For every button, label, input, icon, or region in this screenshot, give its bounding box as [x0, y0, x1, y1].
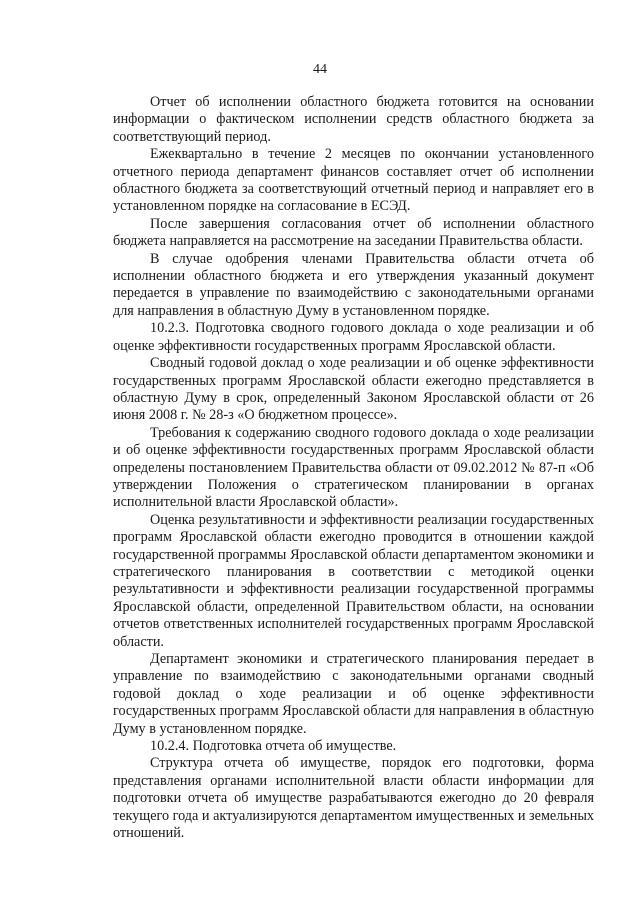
page-number: 44 [313, 62, 327, 77]
section-heading-10-2-4: 10.2.4. Подготовка отчета об имуществе. [150, 738, 397, 755]
paragraph-department-transfer: Департамент экономики и стратегического планирования передает в управление по взаимодействию с законодательными органами сводный годовой доклад о ходе реализации и об оценке эффективности государственных программ Ярославской области для направления в областную Думу в установленном порядке. [113, 651, 594, 737]
document-body [113, 94, 594, 842]
section-heading-10-2-3: 10.2.3. Подготовка сводного годового доклада о ходе реализации и об оценке эффективности государственных программ Ярославской области. [113, 320, 594, 354]
paragraph-government-review: После завершения согласования отчет об исполнении областного бюджета направляется на рассмотрение на заседании Правительства области. [113, 215, 594, 250]
paragraph-property-report: Структура отчета об имуществе, порядок его подготовки, форма представления органами исполнительной власти области информации для подготовки отчета об имуществе разрабатываются ежегодно до 20 февраля текущего года и актуализируются департаментом имущественных и земельных отношений. [113, 755, 594, 842]
paragraph-quarterly-report: Ежеквартально в течение 2 месяцев по окончании установленного отчетного периода департамент финансов составляет отчет об исполнении областного бюджета за соответствующий отчетный период и направляет его в установленном порядке на согласование в ЕСЭД. [113, 146, 594, 215]
paragraph-budget-report-basis: Отчет об исполнении областного бюджета готовится на основании информации о фактическом исполнении средств областного бюджета за соответствующий период. [113, 94, 594, 145]
paragraph-annual-report-deadline: Сводный годовой доклад о ходе реализации и об оценке эффективности государственных программ Ярославской области ежегодно представляется в областную Думу в срок, определенный Законом Ярославской области от 26 июня 2008 г. № 28-з «О бюджетном процессе». [113, 355, 594, 424]
paragraph-report-requirements: Требования к содержанию сводного годового доклада о ходе реализации и об оценке эффективности государственных программ Ярославской области определены постановлением Правительства области от 09.02.2012 № 87-п «Об утверждении Положения о стратегическом планировании в органах исполнительной власти Ярославской области». [113, 424, 594, 511]
paragraph-program-evaluation: Оценка результативности и эффективности реализации государственных программ Ярославской области ежегодно проводится в отношении каждой государственной программы Ярославской области департаментом экономики и стратегического планирования в соответствии с методикой оценки результативности и эффективности реализации государственной программы Ярославской области, определенной Правительством области, на основании отчетов ответственных исполнителей государственных программ Ярославской области. [113, 511, 594, 650]
paragraph-duma-submission: В случае одобрения членами Правительства области отчета об исполнении областного бюджета и его утверждения указанный документ передается в управление по взаимодействию с законодательными органами для направления в областную Думу в установленном порядке. [113, 250, 594, 319]
